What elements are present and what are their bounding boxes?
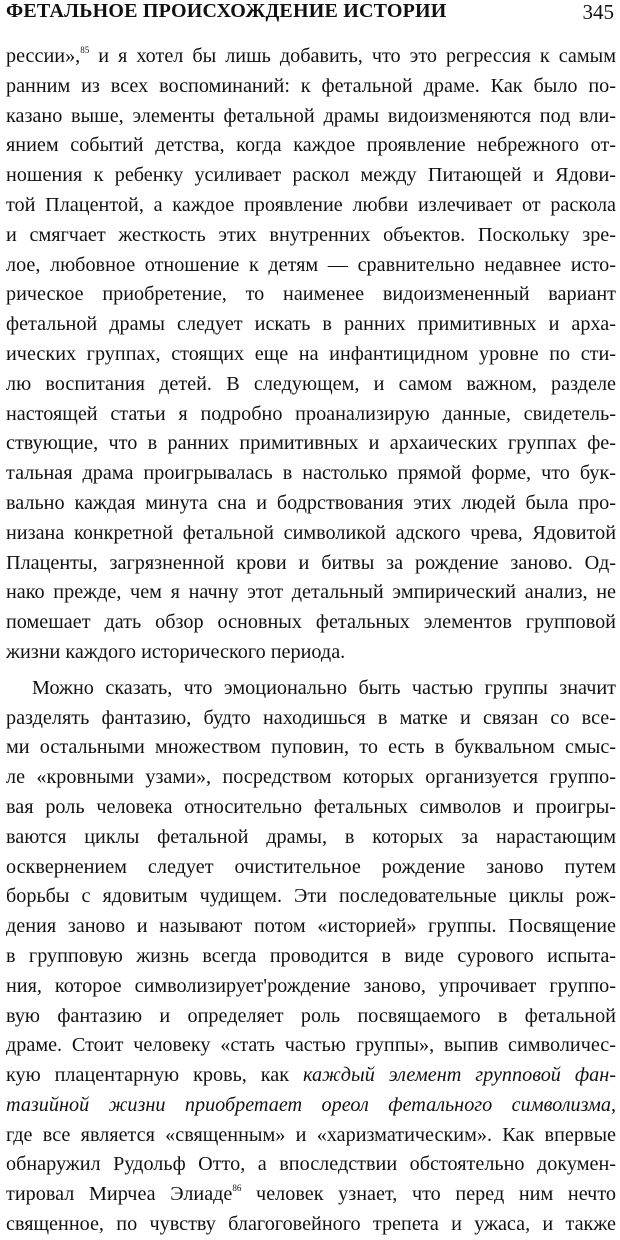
text-line: драме. Стоит человеку «стать частью группы», выпив символичес- — [6, 1034, 616, 1057]
running-title: ФЕТАЛЬНОЕ ПРОИСХОЖДЕНИЕ ИСТОРИИ — [6, 0, 447, 22]
text-line: тировал Мирчеа Элиаде$^{86}$ человек узнает, что перед ним нечто — [6, 1183, 616, 1206]
text-line: жизни каждого исторического периода. — [6, 640, 346, 663]
text-line: вально каждая минута сна и бодрствования этих людей была про- — [6, 491, 616, 514]
body-text — [6, 42, 616, 1240]
text-line: ранним из всех воспоминаний: к фетальной драме. Как было по- — [6, 74, 616, 97]
text-line: ствующие, что в ранних примитивных и архаических группах фе- — [6, 432, 616, 455]
emphasis-text: тазийной жизни приобретает ореол фетального символизма, — [6, 1093, 616, 1116]
text-line: рическое приобретение, то наименее видоизмененный вариант — [6, 283, 616, 306]
emphasis-text: каждый элемент групповой фан- — [303, 1064, 616, 1087]
text-line: янием событий детства, когда каждое проявление небрежного от- — [6, 134, 616, 157]
text-line: священное, по чувству благоговейного трепета и ужаса, и также — [6, 1213, 616, 1236]
footnote-ref-85: 85 — [80, 45, 90, 55]
text-line: нако прежде, чем я начну этот детальный эмпирический анализ, не — [6, 581, 616, 604]
text-line: вую фантазию и определяет роль посвящаемого в фетальной — [6, 1004, 616, 1027]
text-line: Можно сказать, что эмоционально быть частью группы значит — [32, 676, 616, 699]
text-line: кую плацентарную кровь, как каждый элемент групповой фан- — [6, 1064, 616, 1087]
text-line: казано выше, элементы фетальной драмы видоизменяются под вли- — [6, 104, 616, 127]
page-header — [6, 0, 614, 30]
text-line: рессии»,$^{85}$ и я хотел бы лишь добавить, что это регрессия к самым — [6, 45, 616, 67]
text-line: той Плацентой, а каждое проявление любви излечивает от раскола — [6, 193, 616, 216]
text-line: фетальной драмы следует искать в ранних примитивных и арха- — [6, 313, 616, 336]
text-line: вая роль человека относительно фетальных символов и проигры- — [6, 795, 616, 818]
text-line: помешает дать обзор основных фетальных элементов групповой — [6, 611, 616, 634]
text-line: где все является «священным» и «харизматическим». Как впервые — [6, 1123, 616, 1146]
text-line: ваются циклы фетальной драмы, в которых за нарастающим — [6, 825, 616, 848]
text-line: ния, которое символизирует'рождение заново, упрочивает группо- — [6, 974, 616, 997]
text-line: борьбы с ядовитым чудищем. Эти последовательные циклы рож- — [6, 885, 616, 908]
text-line: дения заново и называют потом «историей» группы. Посвящение — [6, 915, 616, 938]
text-line: осквернением следует очистительное рождение заново путем — [6, 855, 616, 878]
text-line: лое, любовное отношение к детям — сравнительно недавнее исто- — [6, 253, 616, 276]
footnote-ref-86: 86 — [232, 1183, 242, 1194]
paragraph-1 — [6, 42, 616, 668]
text-line: ношения к ребенку усиливает раскол между Питающей и Ядови- — [6, 164, 616, 187]
text-line: лю воспитания детей. В следующем, и самом важном, разделе — [6, 372, 616, 395]
text-line: в групповую жизнь всегда проводится в виде сурового испыта- — [6, 944, 616, 967]
paragraph-2 — [6, 674, 616, 1240]
text-line: низана конкретной фетальной символикой адского чрева, Ядовитой — [6, 521, 616, 544]
text-line: ми остальными множеством пуповин, то есть в буквальном смыс- — [6, 736, 616, 759]
text-line: настоящей статьи я подробно проанализирую данные, свидетель- — [6, 402, 616, 425]
text-line: тальная драма проигрывалась в настолько прямой форме, что бук- — [6, 462, 616, 485]
text-line: обнаружил Рудольф Отто, а впоследствии обстоятельно докумен- — [6, 1153, 616, 1176]
text-line: и смягчает жесткость этих внутренних объектов. Поскольку зре- — [6, 223, 616, 246]
text-line: ических группах, стоящих еще на инфантицидном уровне по сти- — [6, 342, 616, 365]
text-line: разделять фантазию, будто находишься в матке и связан со все- — [6, 706, 616, 729]
page-number: 345 — [582, 0, 614, 24]
text-line — [6, 1091, 616, 1121]
text-line: Плаценты, загрязненной крови и битвы за рождение заново. Од- — [6, 551, 616, 574]
text-line: ле «кровными узами», посредством которых организуется группо- — [6, 766, 616, 789]
